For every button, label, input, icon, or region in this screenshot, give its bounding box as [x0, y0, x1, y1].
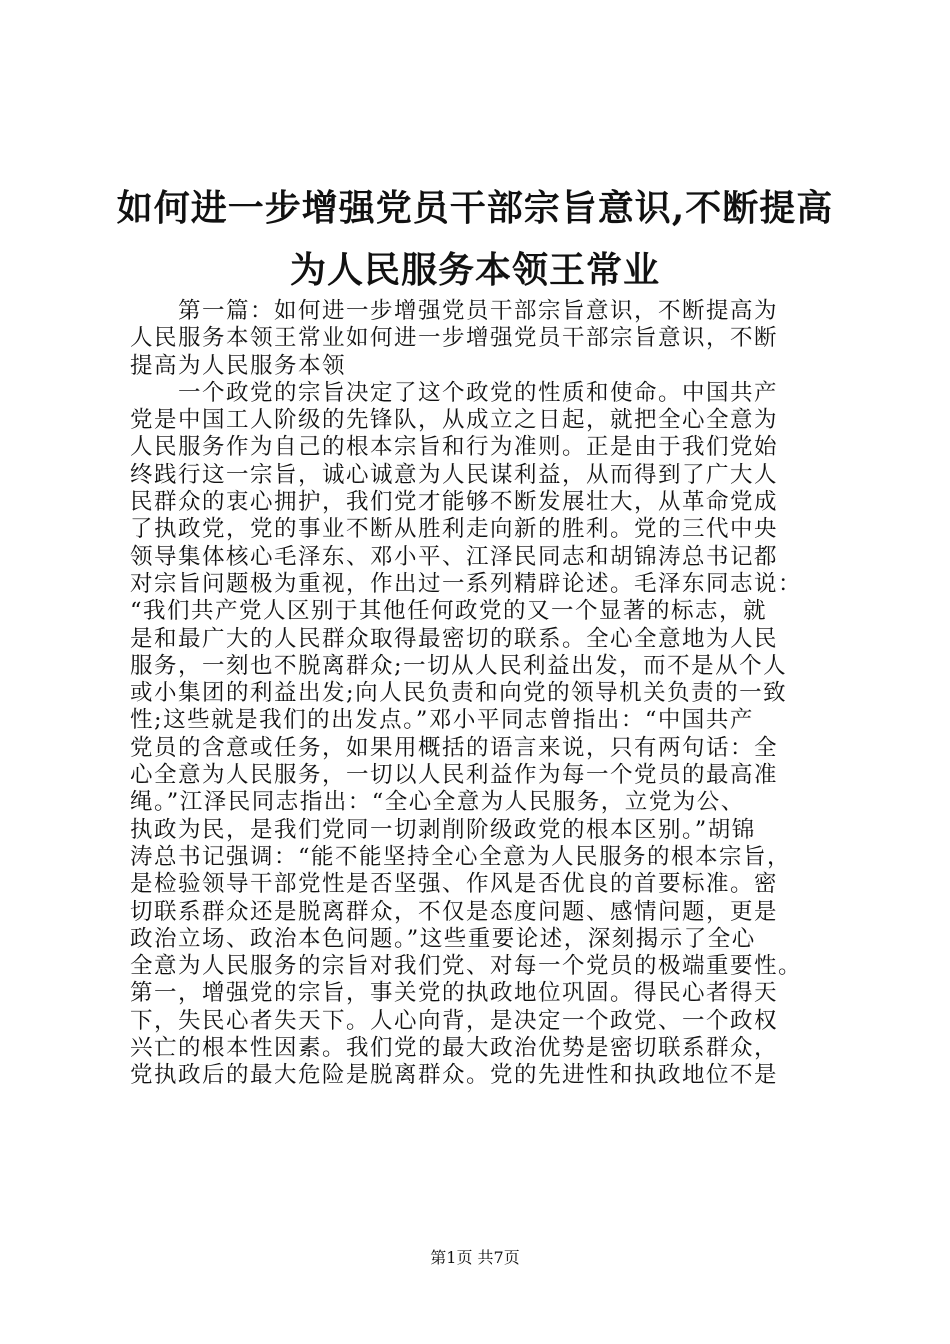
body-line: 终践行这一宗旨，诚心诚意为人民谋利益，从而得到了广大人 — [130, 461, 779, 488]
body-line: 党员的含意或任务，如果用概括的语言来说，只有两句话：全 — [130, 734, 779, 761]
body-line: 第一篇：如何进一步增强党员干部宗旨意识，不断提高为 — [178, 298, 779, 324]
body-line: 心全意为人民服务，一切以人民利益作为每一个党员的最高准 — [130, 762, 779, 789]
body-line: 绳。”江泽民同志指出：“全心全意为人民服务，立党为公、 — [130, 789, 745, 816]
body-line: 全意为人民服务的宗旨对我们党、对每一个党员的极端重要性。 — [130, 953, 803, 980]
body-line: 人民服务本领王常业如何进一步增强党员干部宗旨意识，不断 — [130, 325, 779, 352]
page-number-footer: 第1页 共7页 — [430, 1248, 520, 1267]
body-line: 提高为人民服务本领 — [130, 352, 347, 379]
body-line: 民群众的衷心拥护，我们党才能够不断发展壮大，从革命党成 — [130, 489, 779, 516]
body-line: 了执政党，党的事业不断从胜利走向新的胜利。党的三代中央 — [130, 516, 779, 543]
body-line: 是和最广大的人民群众取得最密切的联系。全心全意地为人民 — [130, 625, 779, 652]
body-line: 服务，一刻也不脱离群众;一切从人民利益出发，而不是从个人 — [130, 652, 788, 679]
body-line: 党执政后的最大危险是脱离群众。党的先进性和执政地位不是 — [130, 1062, 779, 1089]
body-line: 是检验领导干部党性是否坚强、作风是否优良的首要标准。密 — [130, 871, 779, 898]
document-title-line-2: 为人民服务本领王常业 — [289, 249, 660, 291]
body-line: 领导集体核心毛泽东、邓小平、江泽民同志和胡锦涛总书记都 — [130, 543, 779, 570]
body-line: 或小集团的利益出发;向人民负责和向党的领导机关负责的一致 — [130, 680, 788, 707]
body-line: 人民服务作为自己的根本宗旨和行为准则。正是由于我们党始 — [130, 434, 779, 461]
body-line: 政治立场、政治本色问题。”这些重要论述，深刻揭示了全心 — [130, 925, 756, 952]
document-title-line-1: 如何进一步增强党员干部宗旨意识,不断提高 — [116, 187, 834, 229]
body-line: 第一，增强党的宗旨，事关党的执政地位巩固。得民心者得天 — [130, 980, 779, 1007]
document-body — [130, 298, 850, 1090]
body-line: 执政为民，是我们党同一切剥削阶级政党的根本区别。”胡锦 — [130, 816, 756, 843]
body-line: “我们共产党人区别于其他任何政党的又一个显著的标志，就 — [130, 598, 768, 625]
body-line: 性;这些就是我们的出发点。”邓小平同志曾指出：“中国共产 — [130, 707, 754, 734]
body-line: 切联系群众还是脱离群众，不仅是态度问题、感情问题，更是 — [130, 898, 779, 925]
body-line: 涛总书记强调：“能不能坚持全心全意为人民服务的根本宗旨， — [130, 843, 792, 870]
body-line: 下，失民心者失天下。人心向背，是决定一个政党、一个政权 — [130, 1007, 779, 1034]
body-line: 一个政党的宗旨决定了这个政党的性质和使命。中国共产 — [178, 379, 779, 406]
body-line: 对宗旨问题极为重视，作出过一系列精辟论述。毛泽东同志说： — [130, 570, 803, 597]
body-line: 党是中国工人阶级的先锋队，从成立之日起，就把全心全意为 — [130, 407, 779, 434]
body-line: 兴亡的根本性因素。我们党的最大政治优势是密切联系群众， — [130, 1035, 779, 1062]
